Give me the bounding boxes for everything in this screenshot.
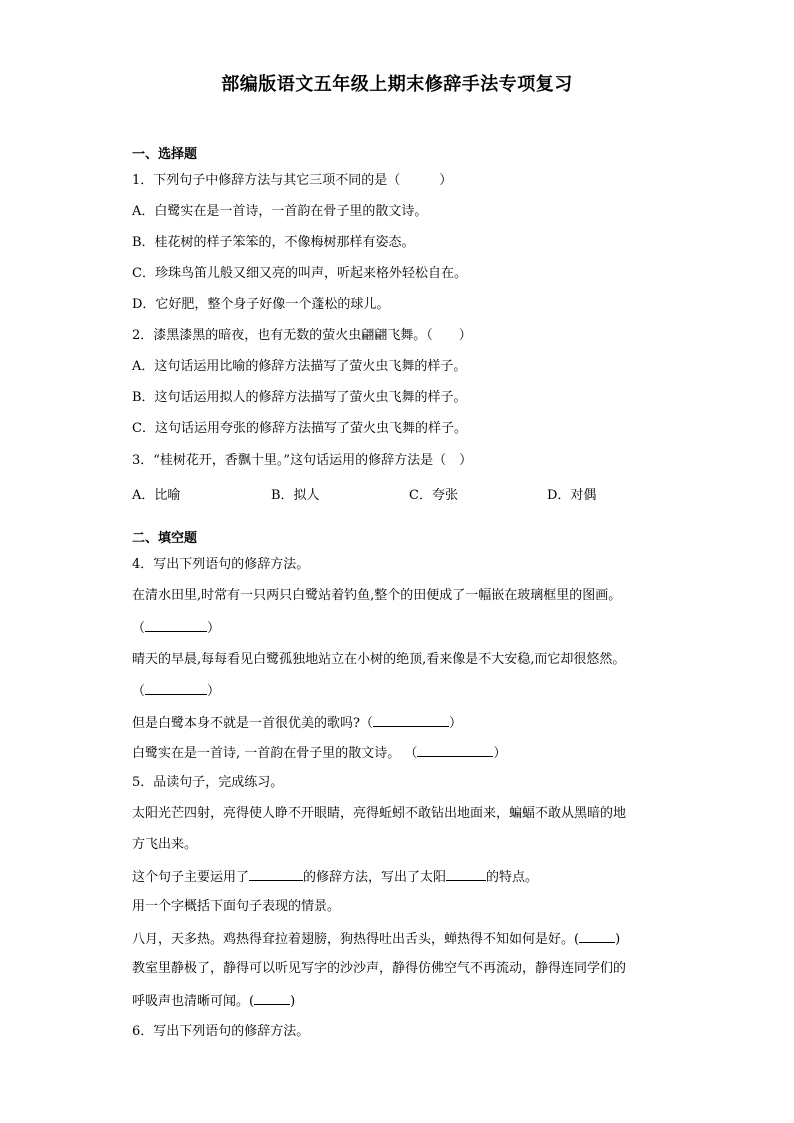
answer-blank[interactable] [254,991,290,1005]
q2-option-a: A．这句话运用比喻的修辞方法描写了萤火虫飞舞的样子。 [132,359,467,374]
paren-close: ） [207,684,221,699]
sentence-text: 呼吸声也清晰可闻。( [132,994,255,1009]
q3-stem: 3．“桂树花开，香飘十里。”这句话运用的修辞方法是（ ） [132,453,473,468]
q1-option-b: B．桂花树的样子笨笨的，不像梅树那样有姿态。 [132,235,415,250]
paren-open: （ [132,684,146,699]
q5-passage-line-2: 方飞出来。 [132,837,198,852]
q6-stem: 6．写出下列语句的修辞方法。 [132,1024,310,1039]
answer-blank[interactable] [249,867,303,881]
q4-sentence-4 [132,743,506,763]
q1-option-d: D．它好肥，整个身子好像一个蓬松的球儿。 [132,297,390,312]
q2-option-c: C．这句话运用夸张的修辞方法描写了萤火虫飞舞的样子。 [132,421,467,436]
fill-text-a: 这个句子主要运用了 [132,870,250,885]
paren-open: （ [132,621,146,636]
q1-option-c: C．珍珠鸟笛儿般又细又亮的叫声，听起来格外轻松自在。 [132,266,467,281]
answer-blank[interactable] [446,867,486,881]
fill-text-b: 的修辞方法，写出了太阳 [303,870,447,885]
fill-text-c: 的特点。 [486,870,539,885]
section-heading-choice: 一、选择题 [132,147,198,162]
answer-blank[interactable] [579,929,615,943]
sentence-text: 但是白鹭本身不就是一首很优美的歌吗?（ [132,716,373,731]
q2-stem: 2．漆黑漆黑的暗夜，也有无数的萤火虫翩翩飞舞。（ ） [132,328,472,343]
section-heading-fill: 二、填空题 [132,531,198,546]
q5-sentence-1 [132,929,620,949]
q3-option-a: A．比喻 [132,488,181,503]
q5-instruction: 用一个字概括下面句子表现的情景。 [132,899,341,914]
paren-close: ) [615,932,621,947]
answer-blank[interactable] [373,713,449,727]
q3-option-d: D．对偶 [547,488,597,503]
q5-fill-sentence [132,867,538,887]
q2-option-b: B．这句话运用拟人的修辞方法描写了萤火虫飞舞的样子。 [132,390,467,405]
paren-close: ） [207,621,221,636]
q4-stem: 4．写出下列语句的修辞方法。 [132,557,310,572]
q4-sentence-2: 晴天的早晨,每每看见白鹭孤独地站立在小树的绝顶,看来像是不大安稳,而它却很悠然。 [132,652,626,667]
q1-stem: 1．下列句子中修辞方法与其它三项不同的是（ ） [132,173,453,188]
q3-option-c: C．夸张 [409,488,458,503]
sentence-text: 白鹭实在是一首诗, 一首韵在骨子里的散文诗。 （ [132,746,418,761]
q4-sentence-1: 在清水田里,时常有一只两只白鹭站着钓鱼,整个的田便成了一幅嵌在玻璃框里的图画。 [132,588,622,603]
paren-close: ) [290,994,296,1009]
answer-blank[interactable] [417,743,493,757]
q4-answer-2 [132,681,220,701]
paren-close: ） [448,716,462,731]
q5-passage-line-1: 太阳光芒四射，亮得使人睁不开眼睛，亮得蚯蚓不敢钻出地面来，蝙蝠不敢从黑暗的地 [132,806,627,821]
answer-blank[interactable] [145,618,207,632]
q4-answer-1 [132,618,220,638]
paren-close: ） [493,746,507,761]
q3-option-b: B．拟人 [271,488,320,503]
q1-option-a: A．白鹭实在是一首诗，一首韵在骨子里的散文诗。 [132,204,428,219]
sentence-text: 八月，天多热。鸡热得耷拉着翅膀，狗热得吐出舌头，蝉热得不知如何是好。( [132,932,580,947]
q5-sentence-2-line-2 [132,991,295,1011]
answer-blank[interactable] [145,681,207,695]
q5-stem: 5．品读句子，完成练习。 [132,775,284,790]
q4-sentence-3 [132,713,462,733]
page-title: 部编版语文五年级上期末修辞手法专项复习 [221,74,573,95]
q5-sentence-2-line-1: 教室里静极了，静得可以听见写字的沙沙声，静得仿佛空气不再流动，静得连同学们的 [132,961,627,976]
